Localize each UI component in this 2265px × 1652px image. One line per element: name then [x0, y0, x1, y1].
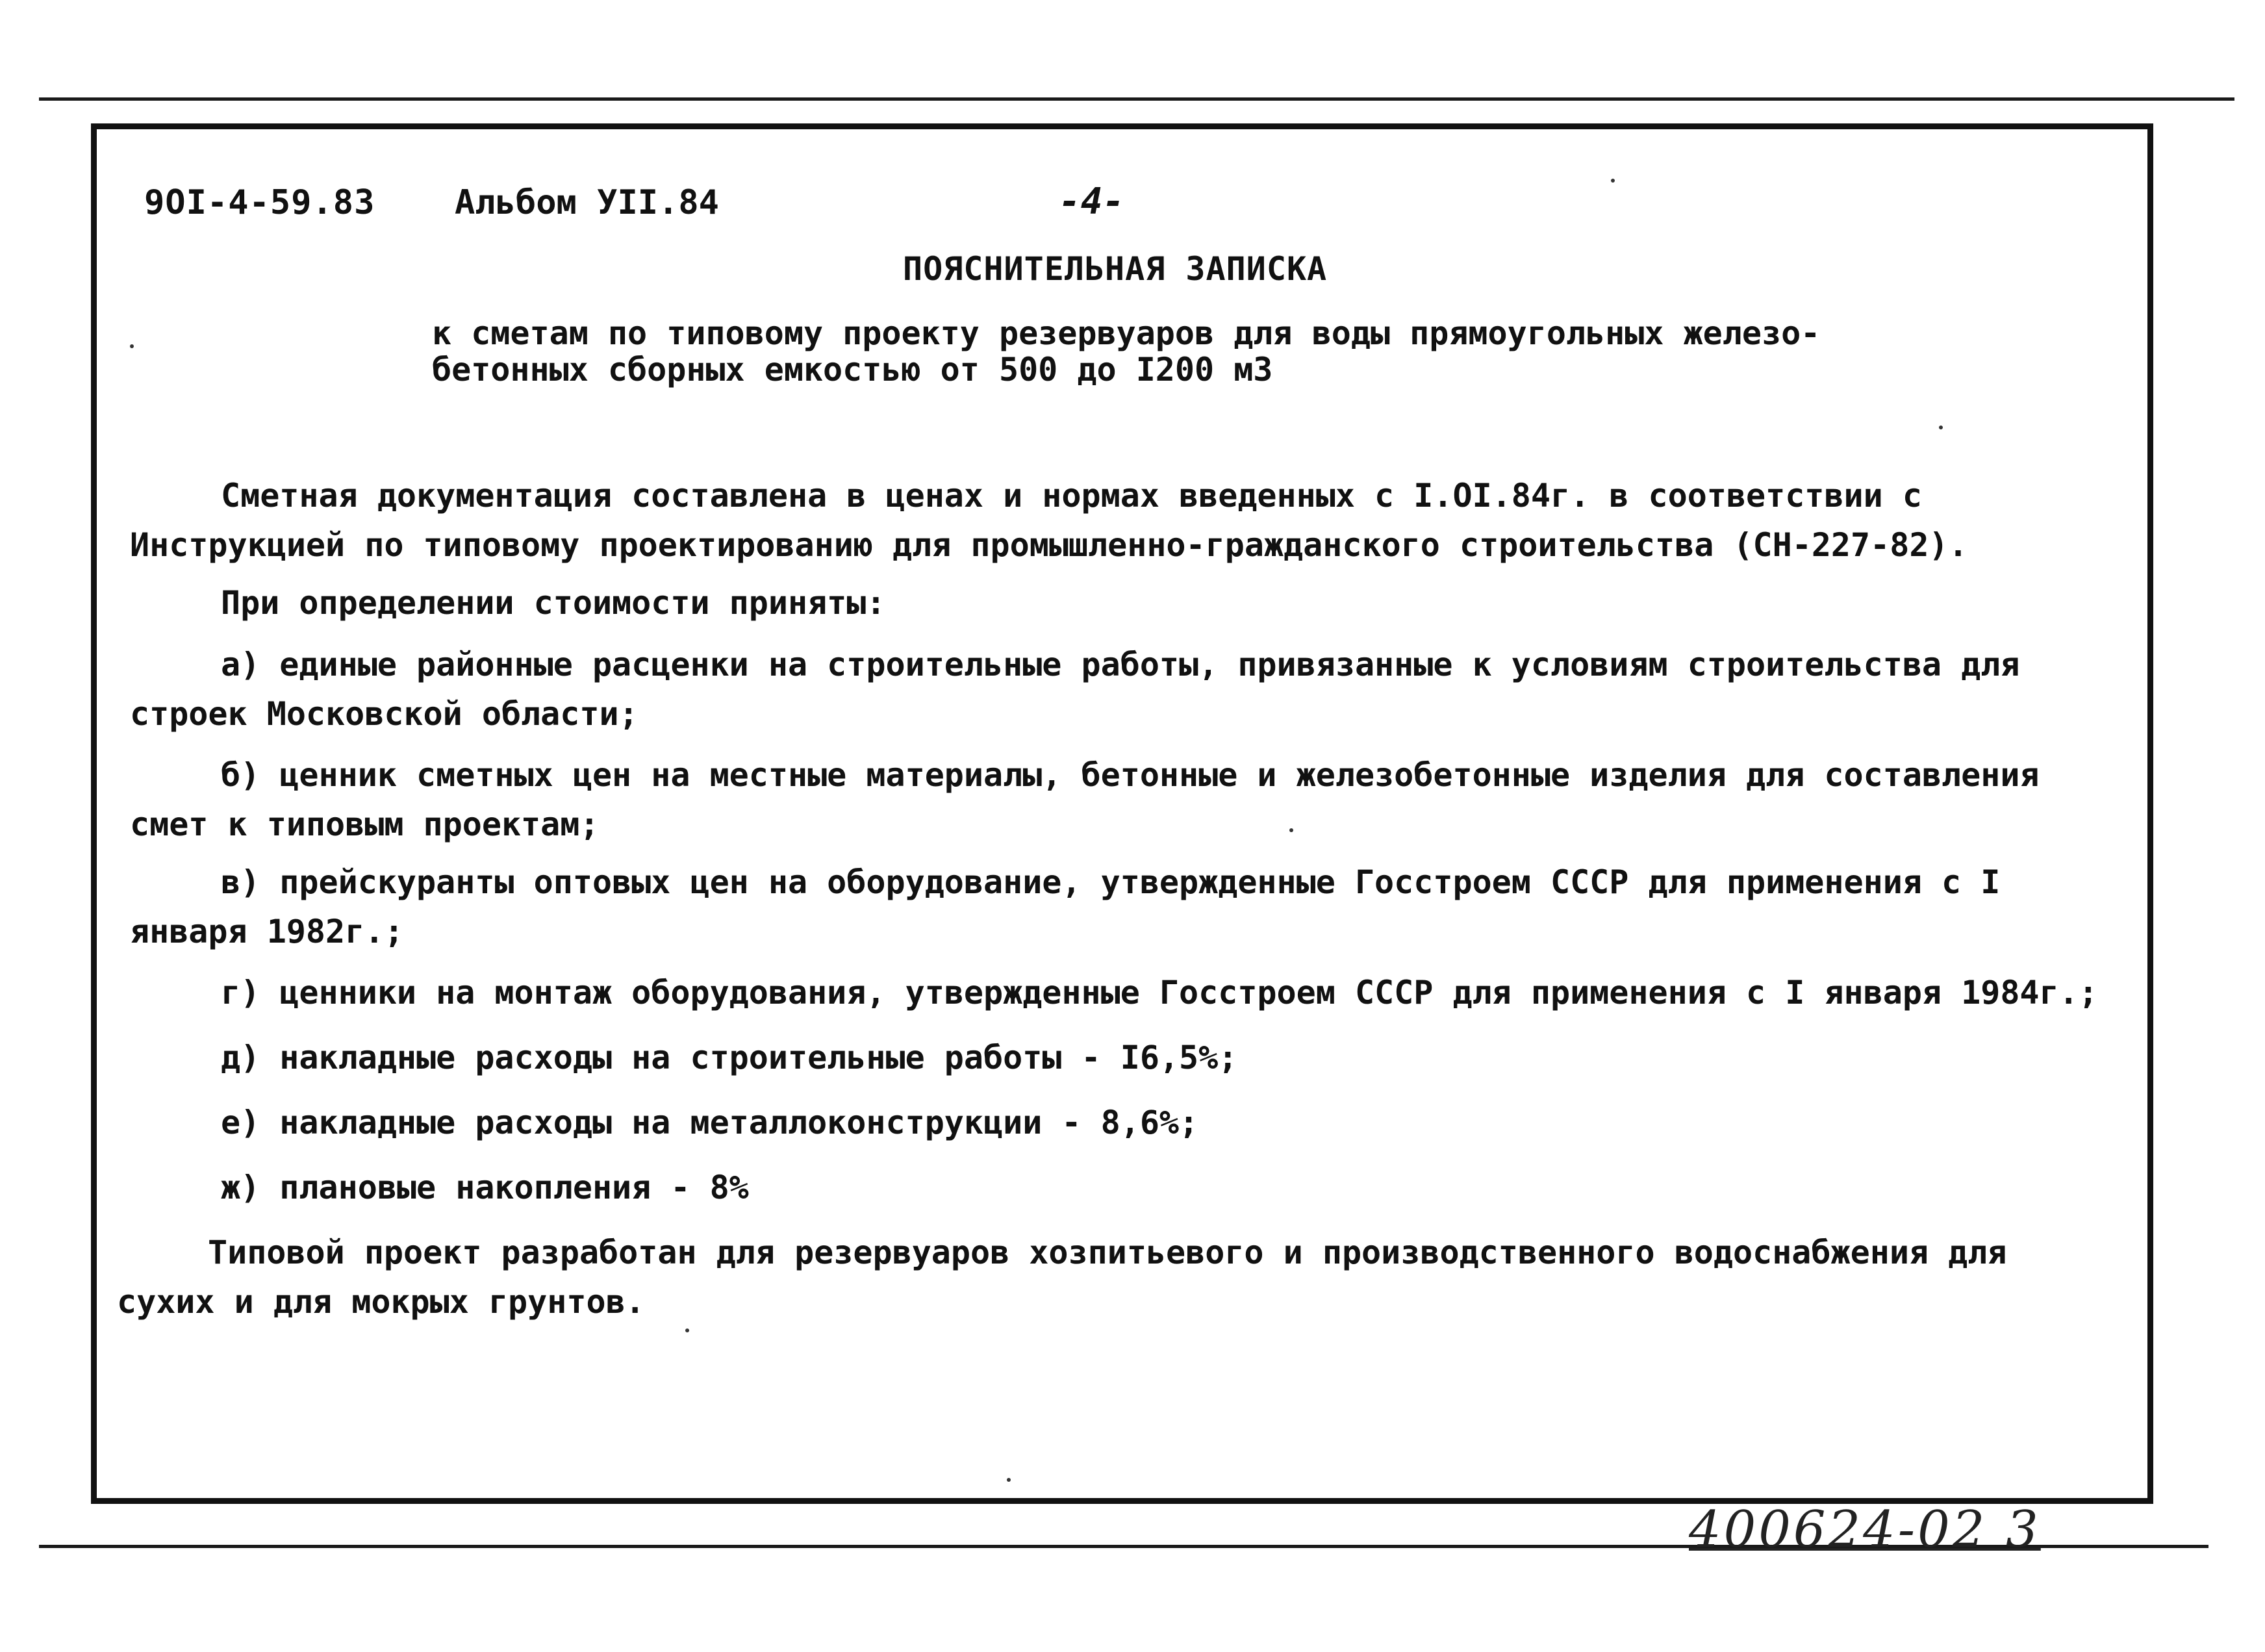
scan-speck: [1611, 179, 1615, 183]
list-item-a: а) единые районные расценки на строительные работы, привязанные к условиям строительства для строек Московской области;: [130, 646, 2020, 733]
scan-speck: [1939, 426, 1943, 429]
document-subtitle: к сметам по типовому проекту резервуаров для воды прямоугольных железо- бетонных сборных емкостью от 500 до I200 м3: [432, 314, 1821, 388]
document-title: ПОЯСНИТЕЛЬНАЯ ЗАПИСКА: [903, 250, 1328, 288]
inventory-stamp: 400624-02 3: [1689, 1501, 2041, 1559]
paragraph-cost-basis: При определении стоимости приняты:: [221, 584, 886, 622]
scan-speck: [130, 344, 134, 348]
paragraph-project-scope: Типовой проект разработан для резервуаров хозпитьевого и производственного водоснабжения для сухих и для мокрых грунтов.: [117, 1234, 2007, 1321]
paragraph-intro: Сметная документация составлена в ценах и нормах введенных с I.OI.84г. в соответствии с Инструкцией по типовому проектированию для промышленно-гражданского строительства (СН-227-82).: [130, 477, 1968, 564]
list-item-d: д) накладные расходы на строительные работы - I6,5%;: [221, 1039, 1238, 1076]
list-item-e: е) накладные расходы на металлоконструкции - 8,6%;: [221, 1104, 1199, 1141]
list-item-g: г) ценники на монтаж оборудования, утвержденные Госстроем СССР для применения с I января 1984г.;: [221, 974, 2098, 1011]
scan-speck: [685, 1328, 689, 1332]
scan-speck: [1007, 1478, 1011, 1482]
list-item-b: б) ценник сметных цен на местные материалы, бетонные и железобетонные изделия для составления смет к типовым проектам;: [130, 756, 2040, 843]
document-code: 9OI-4-59.83: [144, 183, 375, 222]
list-item-zh: ж) плановые накопления - 8%: [221, 1169, 749, 1206]
list-item-v: в) прейскуранты оптовых цен на оборудование, утвержденные Госстроем СССР для применения с I января 1982г.;: [130, 863, 2001, 950]
page-number: -4-: [1059, 181, 1125, 223]
top-rule: [39, 97, 2234, 101]
scan-speck: [1289, 828, 1293, 832]
album-label: Альбом УII.84: [455, 183, 719, 222]
